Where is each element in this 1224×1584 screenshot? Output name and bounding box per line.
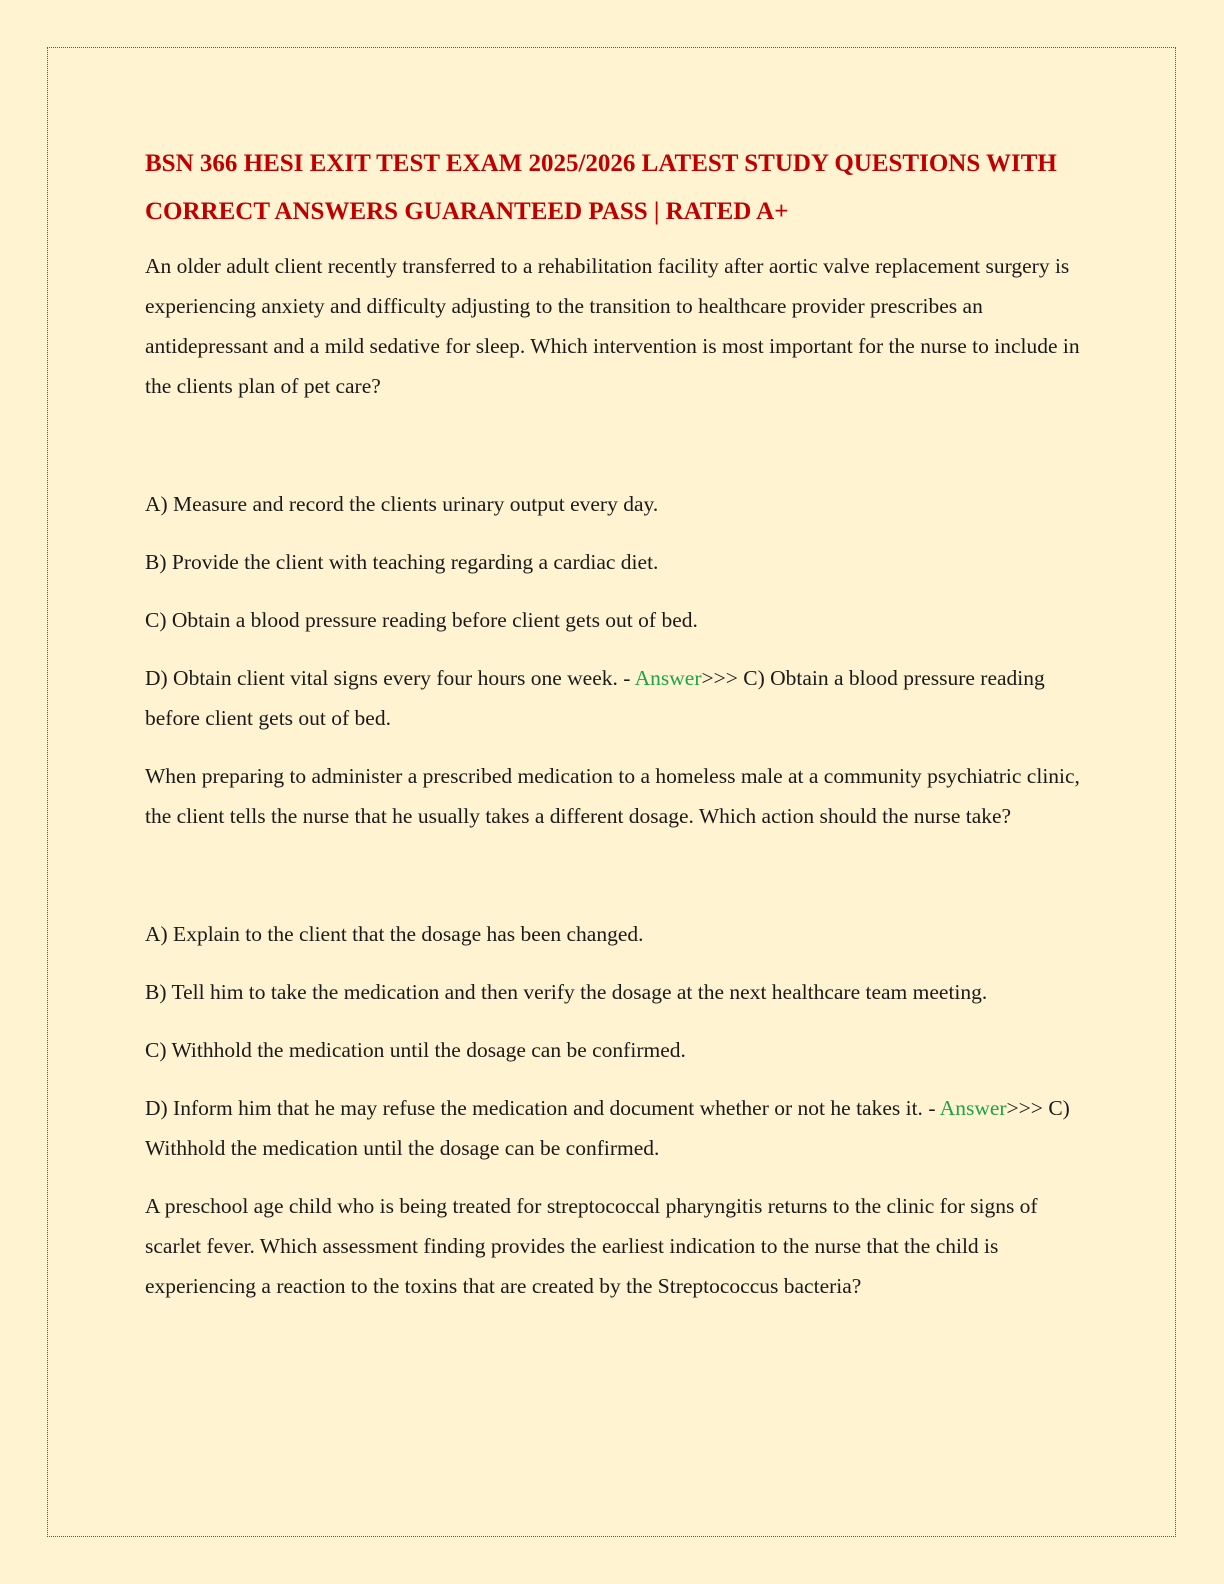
correct-answer: C) Withhold the medication until the dosage can be confirmed. [145,1096,1070,1160]
question-block [145,1186,1085,1306]
answer-label: Answer [939,1096,1007,1120]
answer-label: Answer [634,666,702,690]
question-block [145,756,1085,1168]
answer-arrow: >>> [1006,1096,1049,1120]
answer-option-d-with-answer [145,658,1085,738]
question-text: When preparing to administer a prescribed medication to a homeless male at a community psychiatric clinic, the client tells the nurse that he usually takes a different dosage. Which action should the nurse take? [145,764,1080,828]
answer-prefix: - [617,666,635,690]
answer-option-c: C) Withhold the medication until the dosage can be confirmed. [145,1038,686,1062]
answer-option-c: C) Obtain a blood pressure reading before client gets out of bed. [145,608,698,632]
question-text: An older adult client recently transferred to a rehabilitation facility after aortic valve replacement surgery is experiencing anxiety and difficulty adjusting to the transition to healthcare provider prescribes an antidepressant and a mild sedative for sleep. Which intervention is most important for the nurse to include in the clients plan of pet care? [145,254,1080,398]
answer-option-b: B) Tell him to take the medication and then verify the dosage at the next healthcare team meeting. [145,980,988,1004]
answer-option-d-with-answer [145,1088,1085,1168]
correct-answer: C) Obtain a blood pressure reading before client gets out of bed. [145,666,1045,730]
answer-option-a: A) Measure and record the clients urinary output every day. [145,492,659,516]
answer-option-a: A) Explain to the client that the dosage has been changed. [145,922,644,946]
option-d-text: D) Inform him that he may refuse the medication and document whether or not he takes it. [145,1096,923,1120]
option-d-text: D) Obtain client vital signs every four hours one week. [145,666,618,690]
answer-prefix: - [922,1096,940,1120]
document-body [145,140,1085,1306]
answer-option-b: B) Provide the client with teaching regarding a cardiac diet. [145,550,659,574]
question-block [145,246,1085,738]
document-title: BSN 366 HESI EXIT TEST EXAM 2025/2026 LATEST STUDY QUESTIONS WITH CORRECT ANSWERS GUARANTEED PASS | RATED A+ [145,150,1057,225]
question-text: A preschool age child who is being treated for streptococcal pharyngitis returns to the clinic for signs of scarlet fever. Which assessment finding provides the earliest indication to the nurse that the child is experiencing a reaction to the toxins that are created by the Streptococcus bacteria? [145,1194,1038,1298]
answer-arrow: >>> [701,666,744,690]
